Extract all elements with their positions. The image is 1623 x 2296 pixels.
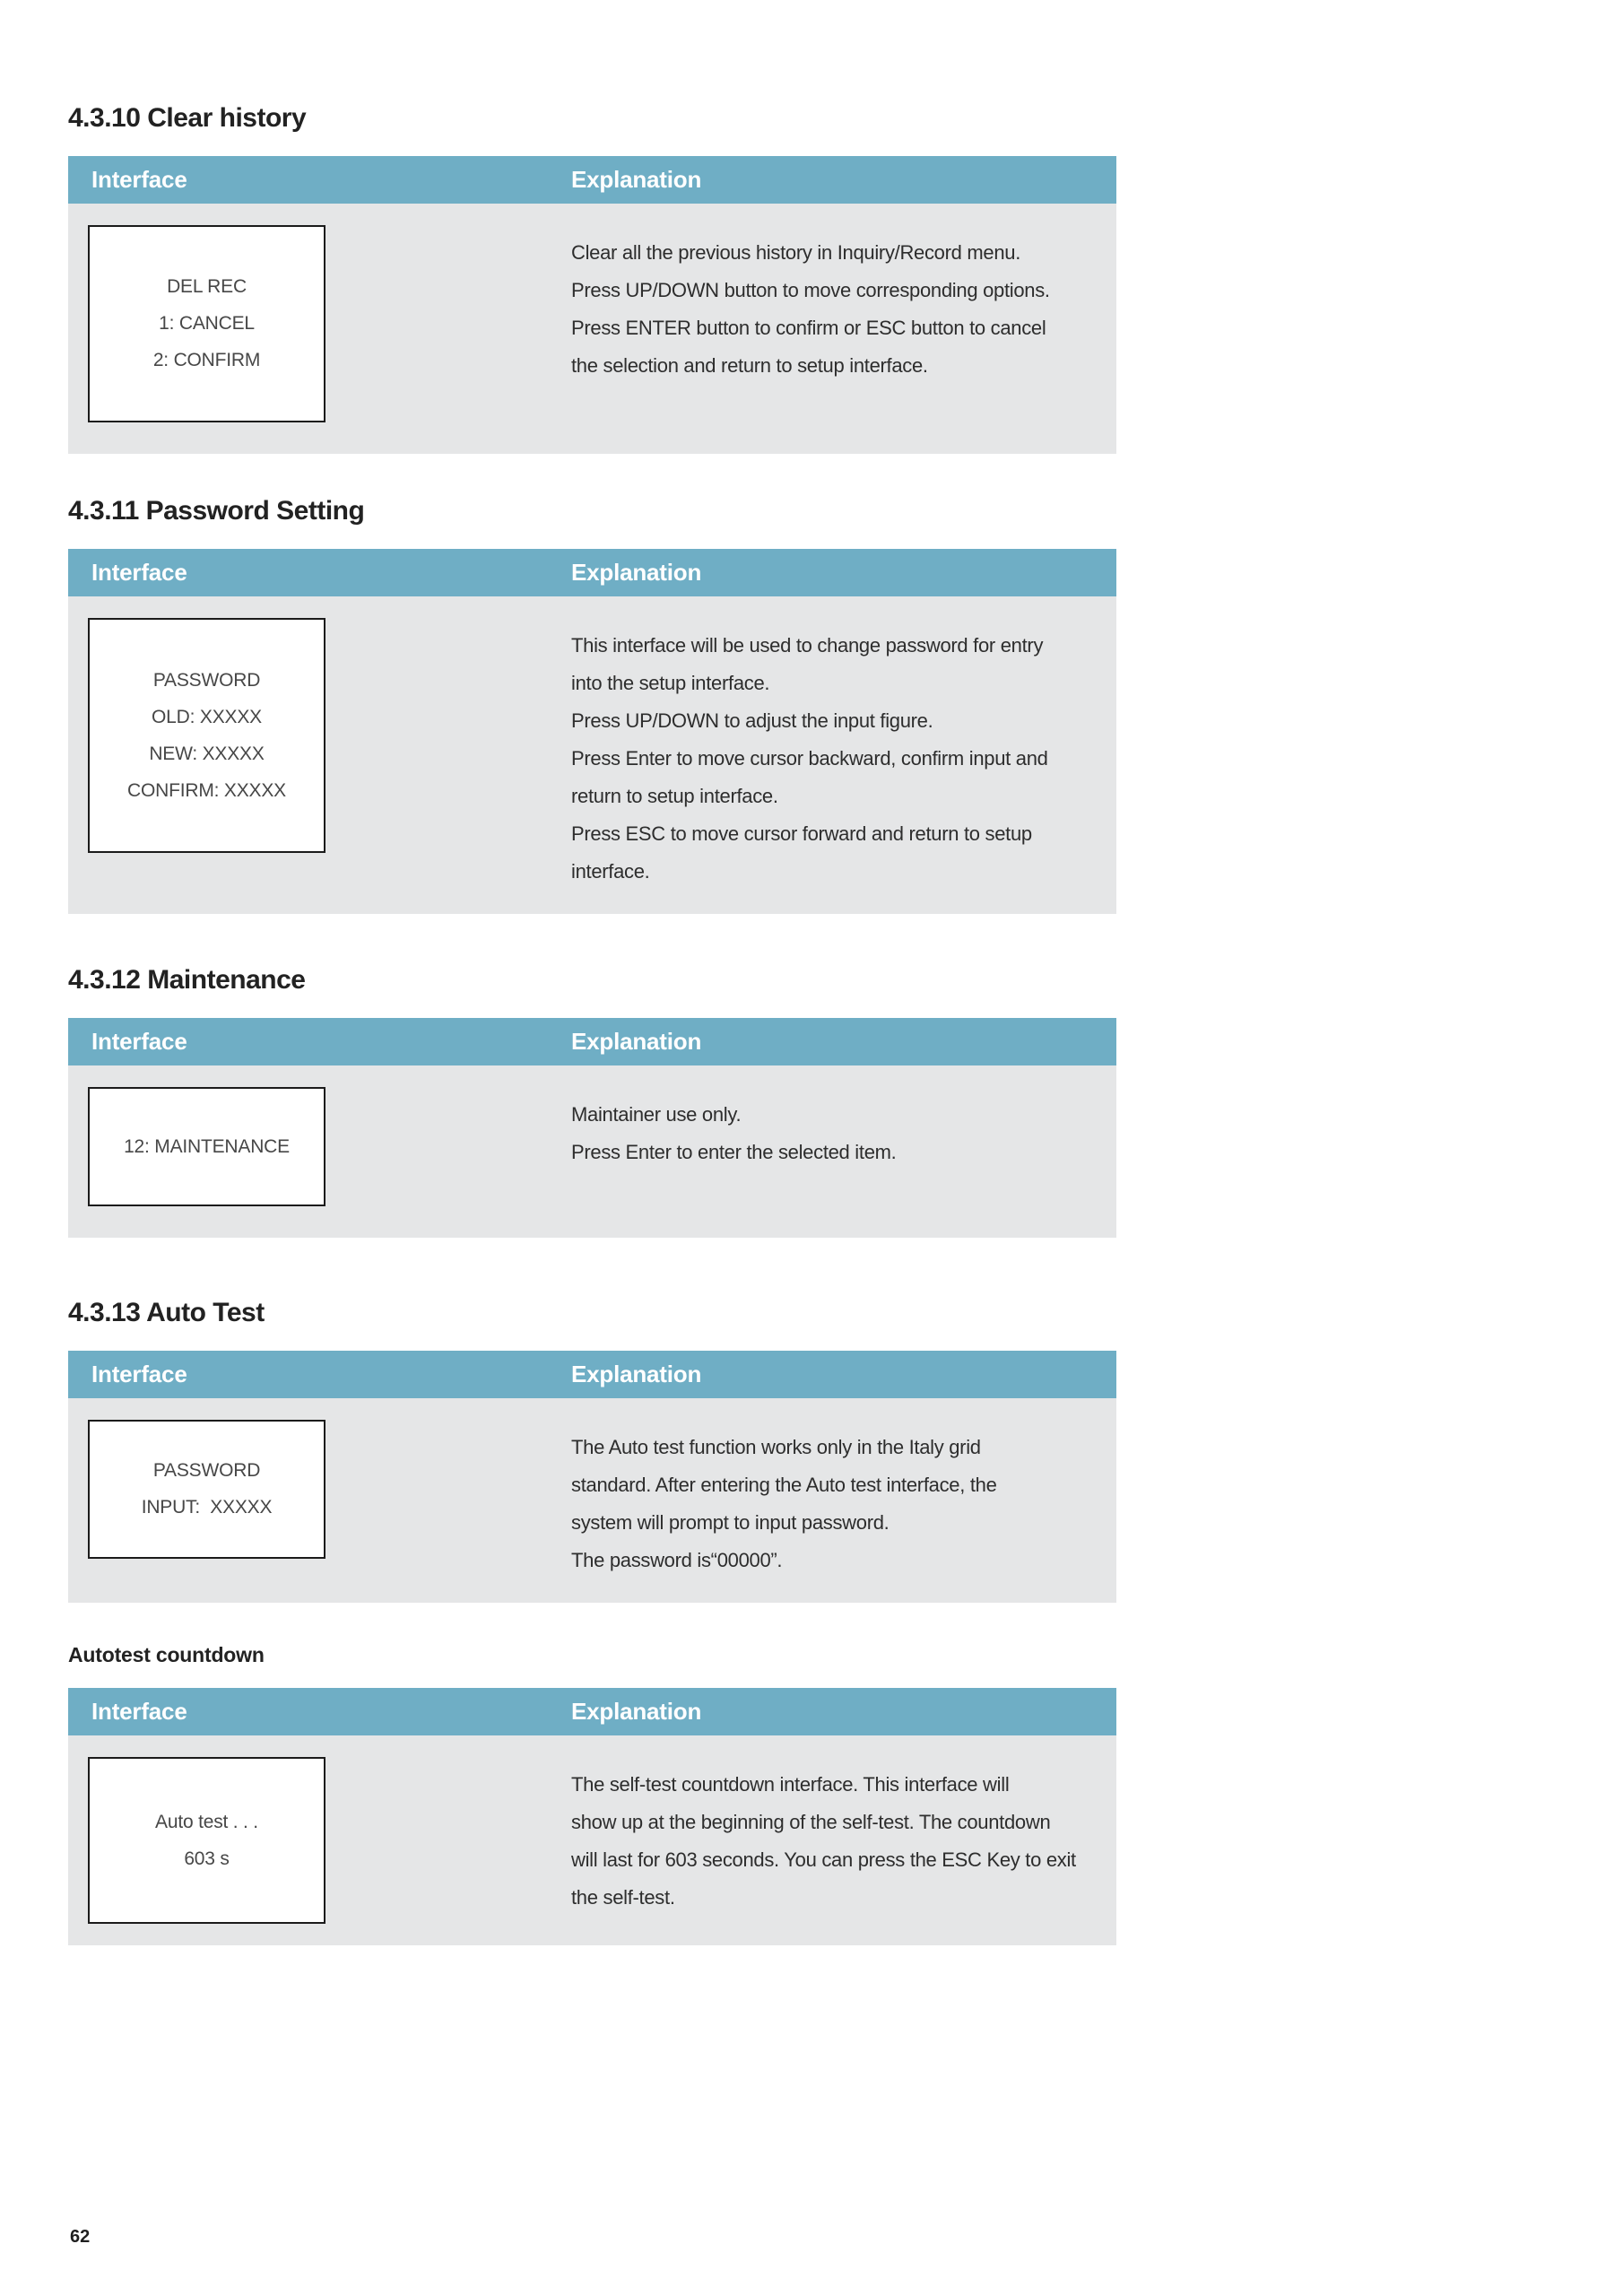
- interface-column-header: Interface: [91, 166, 187, 193]
- table-header-row: [68, 549, 1116, 596]
- explanation-line: system will prompt to input password.: [571, 1511, 890, 1534]
- table-body-row: [68, 596, 1116, 914]
- lcd-text-line: NEW: XXXXX: [149, 743, 265, 764]
- lcd-text-line: 1: CANCEL: [159, 313, 255, 334]
- lcd-text-line: 12: MAINTENANCE: [124, 1135, 290, 1157]
- explanation-line: This interface will be used to change password for entry: [571, 634, 1044, 657]
- explanation-line: into the setup interface.: [571, 672, 770, 694]
- section-title: 4.3.12 Maintenance: [68, 965, 306, 995]
- explanation-line: The self-test countdown interface. This interface will: [571, 1773, 1010, 1796]
- lcd-interface-box: [88, 1420, 325, 1559]
- section-clear-history: [68, 102, 1116, 454]
- explanation-line: return to setup interface.: [571, 785, 778, 807]
- explanation-line: Press Enter to enter the selected item.: [571, 1141, 897, 1163]
- explanation-column-header: Explanation: [571, 1698, 702, 1725]
- lcd-text-line: PASSWORD: [152, 1460, 261, 1481]
- spec-table: [68, 1018, 1116, 1238]
- interface-cell: [68, 1398, 571, 1603]
- explanation-line: The password is“00000”.: [571, 1549, 783, 1571]
- table-body-row: [68, 1065, 1116, 1238]
- interface-cell: [68, 204, 571, 454]
- explanation-column-header: Explanation: [571, 1361, 702, 1387]
- interface-column-header: Interface: [91, 1698, 187, 1725]
- table-header-row: [68, 1018, 1116, 1065]
- section-title: 4.3.13 Auto Test: [68, 1298, 265, 1327]
- section-password-setting: [68, 495, 1116, 914]
- explanation-cell: [571, 596, 1116, 914]
- interface-column-header: Interface: [91, 1361, 187, 1387]
- explanation-line: show up at the beginning of the self-test. The countdown: [571, 1811, 1051, 1833]
- explanation-column-header: Explanation: [571, 166, 702, 193]
- explanation-line: Press UP/DOWN to adjust the input figure.: [571, 709, 933, 732]
- page-content: [68, 102, 1116, 1945]
- lcd-text-line: OLD: XXXXX: [152, 706, 262, 727]
- table-body-row: [68, 1398, 1116, 1603]
- explanation-line: Press Enter to move cursor backward, confirm input and: [571, 747, 1048, 770]
- explanation-line: Press ENTER button to confirm or ESC button to cancel: [571, 317, 1046, 339]
- explanation-line: the self-test.: [571, 1886, 675, 1909]
- explanation-line: Clear all the previous history in Inquiry/Record menu.: [571, 241, 1021, 264]
- explanation-line: standard. After entering the Auto test interface, the: [571, 1474, 997, 1496]
- section-subtitle: Autotest countdown: [68, 1643, 265, 1666]
- explanation-text: [571, 1398, 1100, 1603]
- explanation-line: interface.: [571, 860, 650, 883]
- lcd-interface-box: [88, 225, 325, 422]
- lcd-text-line: DEL REC: [167, 276, 247, 297]
- interface-cell: [68, 596, 571, 914]
- table-body-row: [68, 1735, 1116, 1945]
- section-auto-test: [68, 1297, 1116, 1603]
- lcd-text-line: 2: CONFIRM: [152, 350, 261, 370]
- explanation-line: The Auto test function works only in the Italy grid: [571, 1436, 981, 1458]
- lcd-text-line: INPUT: XXXXX: [141, 1497, 273, 1518]
- explanation-line: Press ESC to move cursor forward and return to setup: [571, 822, 1032, 845]
- explanation-text: [571, 1065, 1100, 1195]
- explanation-line: will last for 603 seconds. You can press the ESC Key to exit: [571, 1848, 1076, 1871]
- section-maintenance: [68, 964, 1116, 1238]
- spec-table: [68, 1688, 1116, 1945]
- spec-table: [68, 549, 1116, 914]
- lcd-text-line: PASSWORD: [152, 669, 261, 691]
- explanation-cell: [571, 1065, 1116, 1238]
- lcd-interface-box: [88, 618, 325, 853]
- page-number: 62: [70, 2227, 91, 2247]
- spec-table: [68, 1351, 1116, 1603]
- explanation-cell: [571, 1398, 1116, 1603]
- explanation-line: Press UP/DOWN button to move corresponding options.: [571, 279, 1050, 301]
- interface-cell: [68, 1065, 571, 1238]
- lcd-interface-box: [88, 1087, 325, 1206]
- explanation-cell: [571, 1735, 1116, 1945]
- explanation-text: [571, 596, 1100, 914]
- table-header-row: [68, 1688, 1116, 1735]
- table-body-row: [68, 204, 1116, 454]
- lcd-text-line: CONFIRM: XXXXX: [127, 779, 286, 801]
- explanation-text: [571, 1735, 1100, 1940]
- spec-table: [68, 156, 1116, 454]
- section-title: 4.3.11 Password Setting: [68, 496, 365, 526]
- lcd-interface-box: [88, 1757, 325, 1924]
- explanation-line: the selection and return to setup interface.: [571, 354, 928, 377]
- explanation-line: Maintainer use only.: [571, 1103, 742, 1126]
- section-autotest-countdown: [68, 1642, 1116, 1945]
- explanation-column-header: Explanation: [571, 1028, 702, 1055]
- interface-cell: [68, 1735, 571, 1945]
- interface-column-header: Interface: [91, 1028, 187, 1055]
- explanation-column-header: Explanation: [571, 559, 702, 586]
- interface-column-header: Interface: [91, 559, 187, 586]
- section-title: 4.3.10 Clear history: [68, 103, 307, 133]
- table-header-row: [68, 1351, 1116, 1398]
- lcd-text-line: 603 s: [184, 1848, 230, 1869]
- lcd-text-line: Auto test . . .: [155, 1811, 258, 1832]
- explanation-text: [571, 204, 1100, 408]
- explanation-cell: [571, 204, 1116, 454]
- table-header-row: [68, 156, 1116, 204]
